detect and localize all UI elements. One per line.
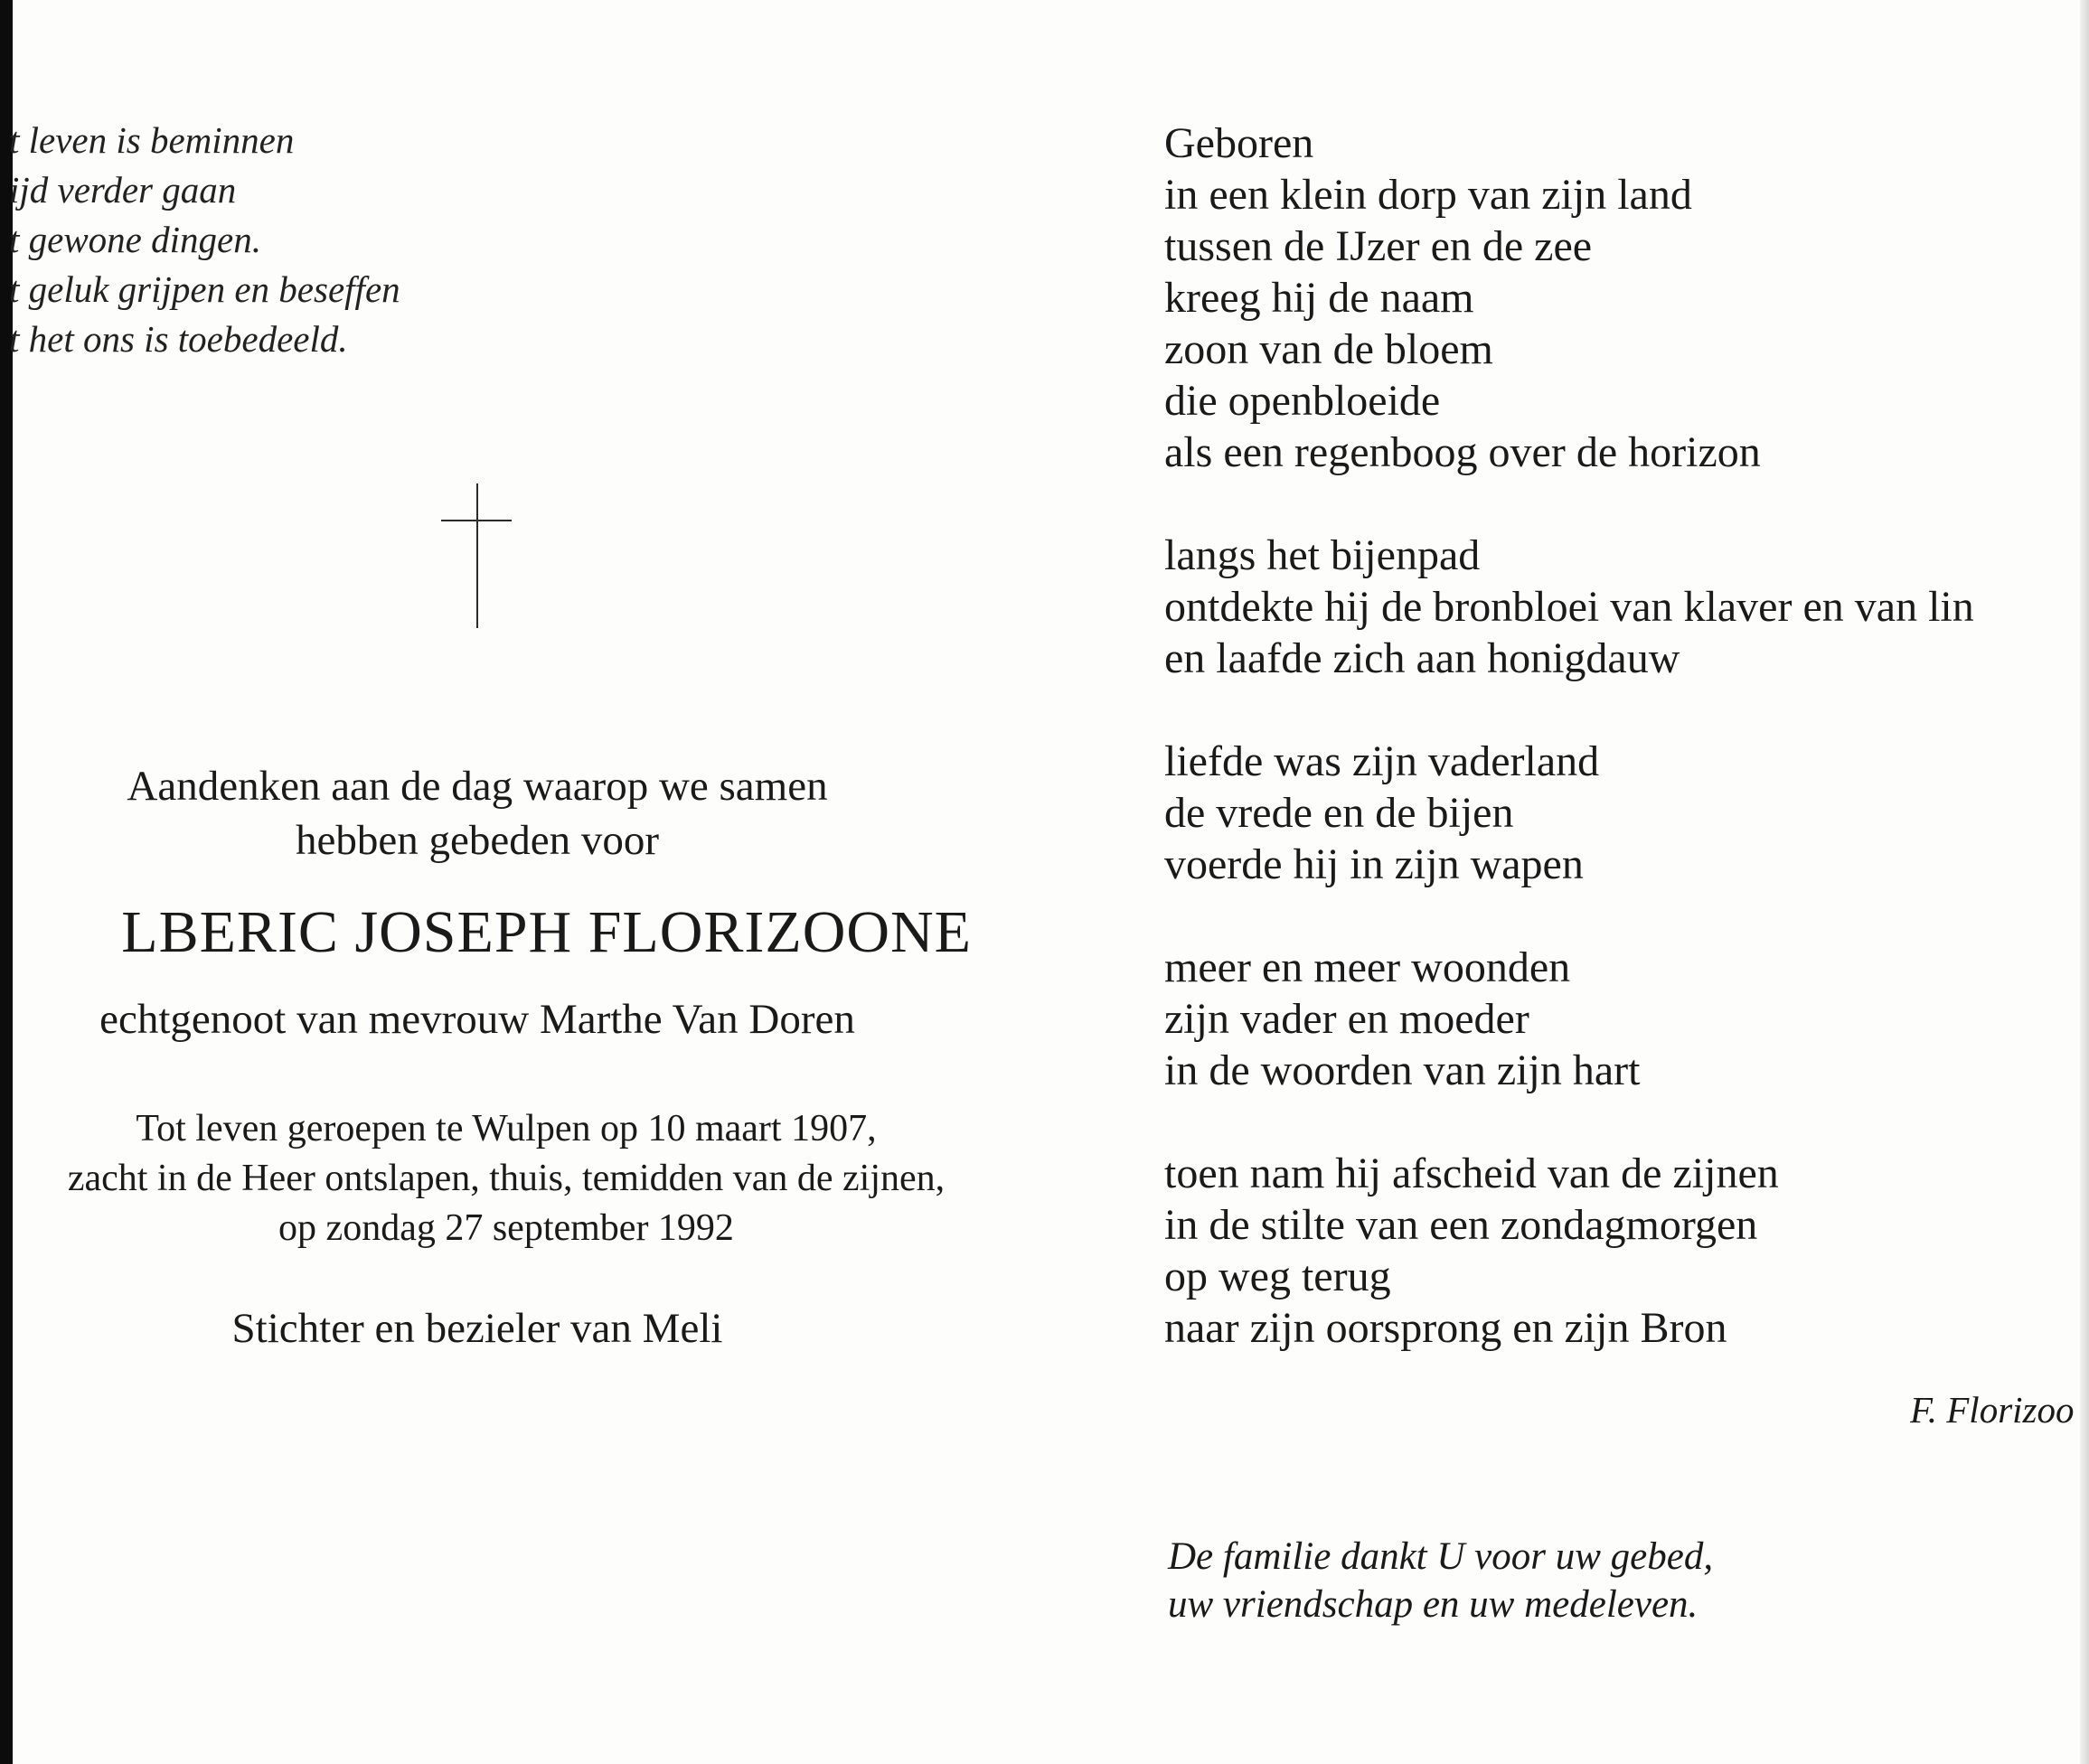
- remembrance-line: hebben gebeden voor: [296, 817, 659, 864]
- poem-line: kreeg hij de naam: [1164, 274, 1474, 322]
- motto-line: ijd verder gaan: [9, 169, 237, 211]
- poem-line: naar zijn oorsprong en zijn Bron: [1164, 1304, 1727, 1352]
- remembrance-line: Aandenken aan de dag waarop we samen: [127, 763, 828, 810]
- motto-line: t gewone dingen.: [9, 219, 261, 260]
- thanks-line: uw vriendschap en uw medeleven.: [1168, 1583, 1698, 1626]
- poem-line: en laafde zich aan honigdauw: [1164, 634, 1680, 682]
- poem-line: liefde was zijn vaderland: [1164, 737, 1600, 785]
- poem-line: Geboren: [1164, 119, 1314, 167]
- poem-line: die openbloeide: [1164, 377, 1441, 425]
- motto-line: t geluk grijpen en beseffen: [9, 268, 400, 310]
- poem-stanza: [1164, 942, 2089, 1096]
- poem-stanza: [1164, 117, 2089, 478]
- poem: [1164, 117, 2089, 1405]
- date-line: op zondag 27 september 1992: [278, 1207, 734, 1249]
- poem-line: zoon van de bloem: [1164, 325, 1493, 373]
- poem-line: als een regenboog over de horizon: [1164, 428, 1761, 476]
- life-dates: [9, 1104, 1003, 1253]
- remembrance-text: [18, 759, 936, 868]
- poem-stanza: [1164, 530, 2089, 684]
- poem-line: op weg terug: [1164, 1253, 1391, 1300]
- poem-line: tussen de IJzer en de zee: [1164, 222, 1593, 270]
- poem-line: in de stilte van een zondagmorgen: [1164, 1201, 1758, 1249]
- poem-line: meer en meer woonden: [1164, 943, 1571, 991]
- deceased-name: [0, 896, 972, 969]
- poem-line: zijn vader en moeder: [1164, 995, 1529, 1043]
- founder-line: Stichter en bezieler van Meli: [231, 1305, 723, 1352]
- cross-icon: [441, 483, 512, 628]
- poem-line: langs het bijenpad: [1164, 531, 1481, 579]
- poem-author: F. Florizoo: [1910, 1389, 2075, 1431]
- date-line: zacht in de Heer ontslapen, thuis, temidden van de zijnen,: [67, 1158, 946, 1199]
- motto-line: t leven is beminnen: [9, 119, 295, 161]
- poem-line: toen nam hij afscheid van de zijnen: [1164, 1149, 1779, 1197]
- poem-line: voerde hij in zijn wapen: [1164, 840, 1584, 888]
- poem-stanza: [1164, 736, 2089, 890]
- thanks-line: De familie dankt U voor uw gebed,: [1168, 1535, 1714, 1578]
- spouse-line: echtgenoot van mevrouw Marthe Van Doren: [99, 996, 855, 1043]
- poem-line: de vrede en de bijen: [1164, 789, 1514, 837]
- family-thanks: [1168, 1533, 1981, 1628]
- date-line: Tot leven geroepen te Wulpen op 10 maart 1907,: [136, 1108, 877, 1149]
- poem-line: in de woorden van zijn hart: [1164, 1046, 1641, 1094]
- deceased-name-text: LBERIC JOSEPH FLORIZOONE: [121, 899, 972, 965]
- poem-line: ontdekte hij de bronbloei van klaver en van lin: [1164, 583, 1974, 631]
- poem-line: in een klein dorp van zijn land: [1164, 171, 1692, 219]
- poem-stanza: [1164, 1148, 2089, 1354]
- motto-verse: [9, 116, 569, 364]
- motto-line: t het ons is toebedeeld.: [9, 318, 348, 360]
